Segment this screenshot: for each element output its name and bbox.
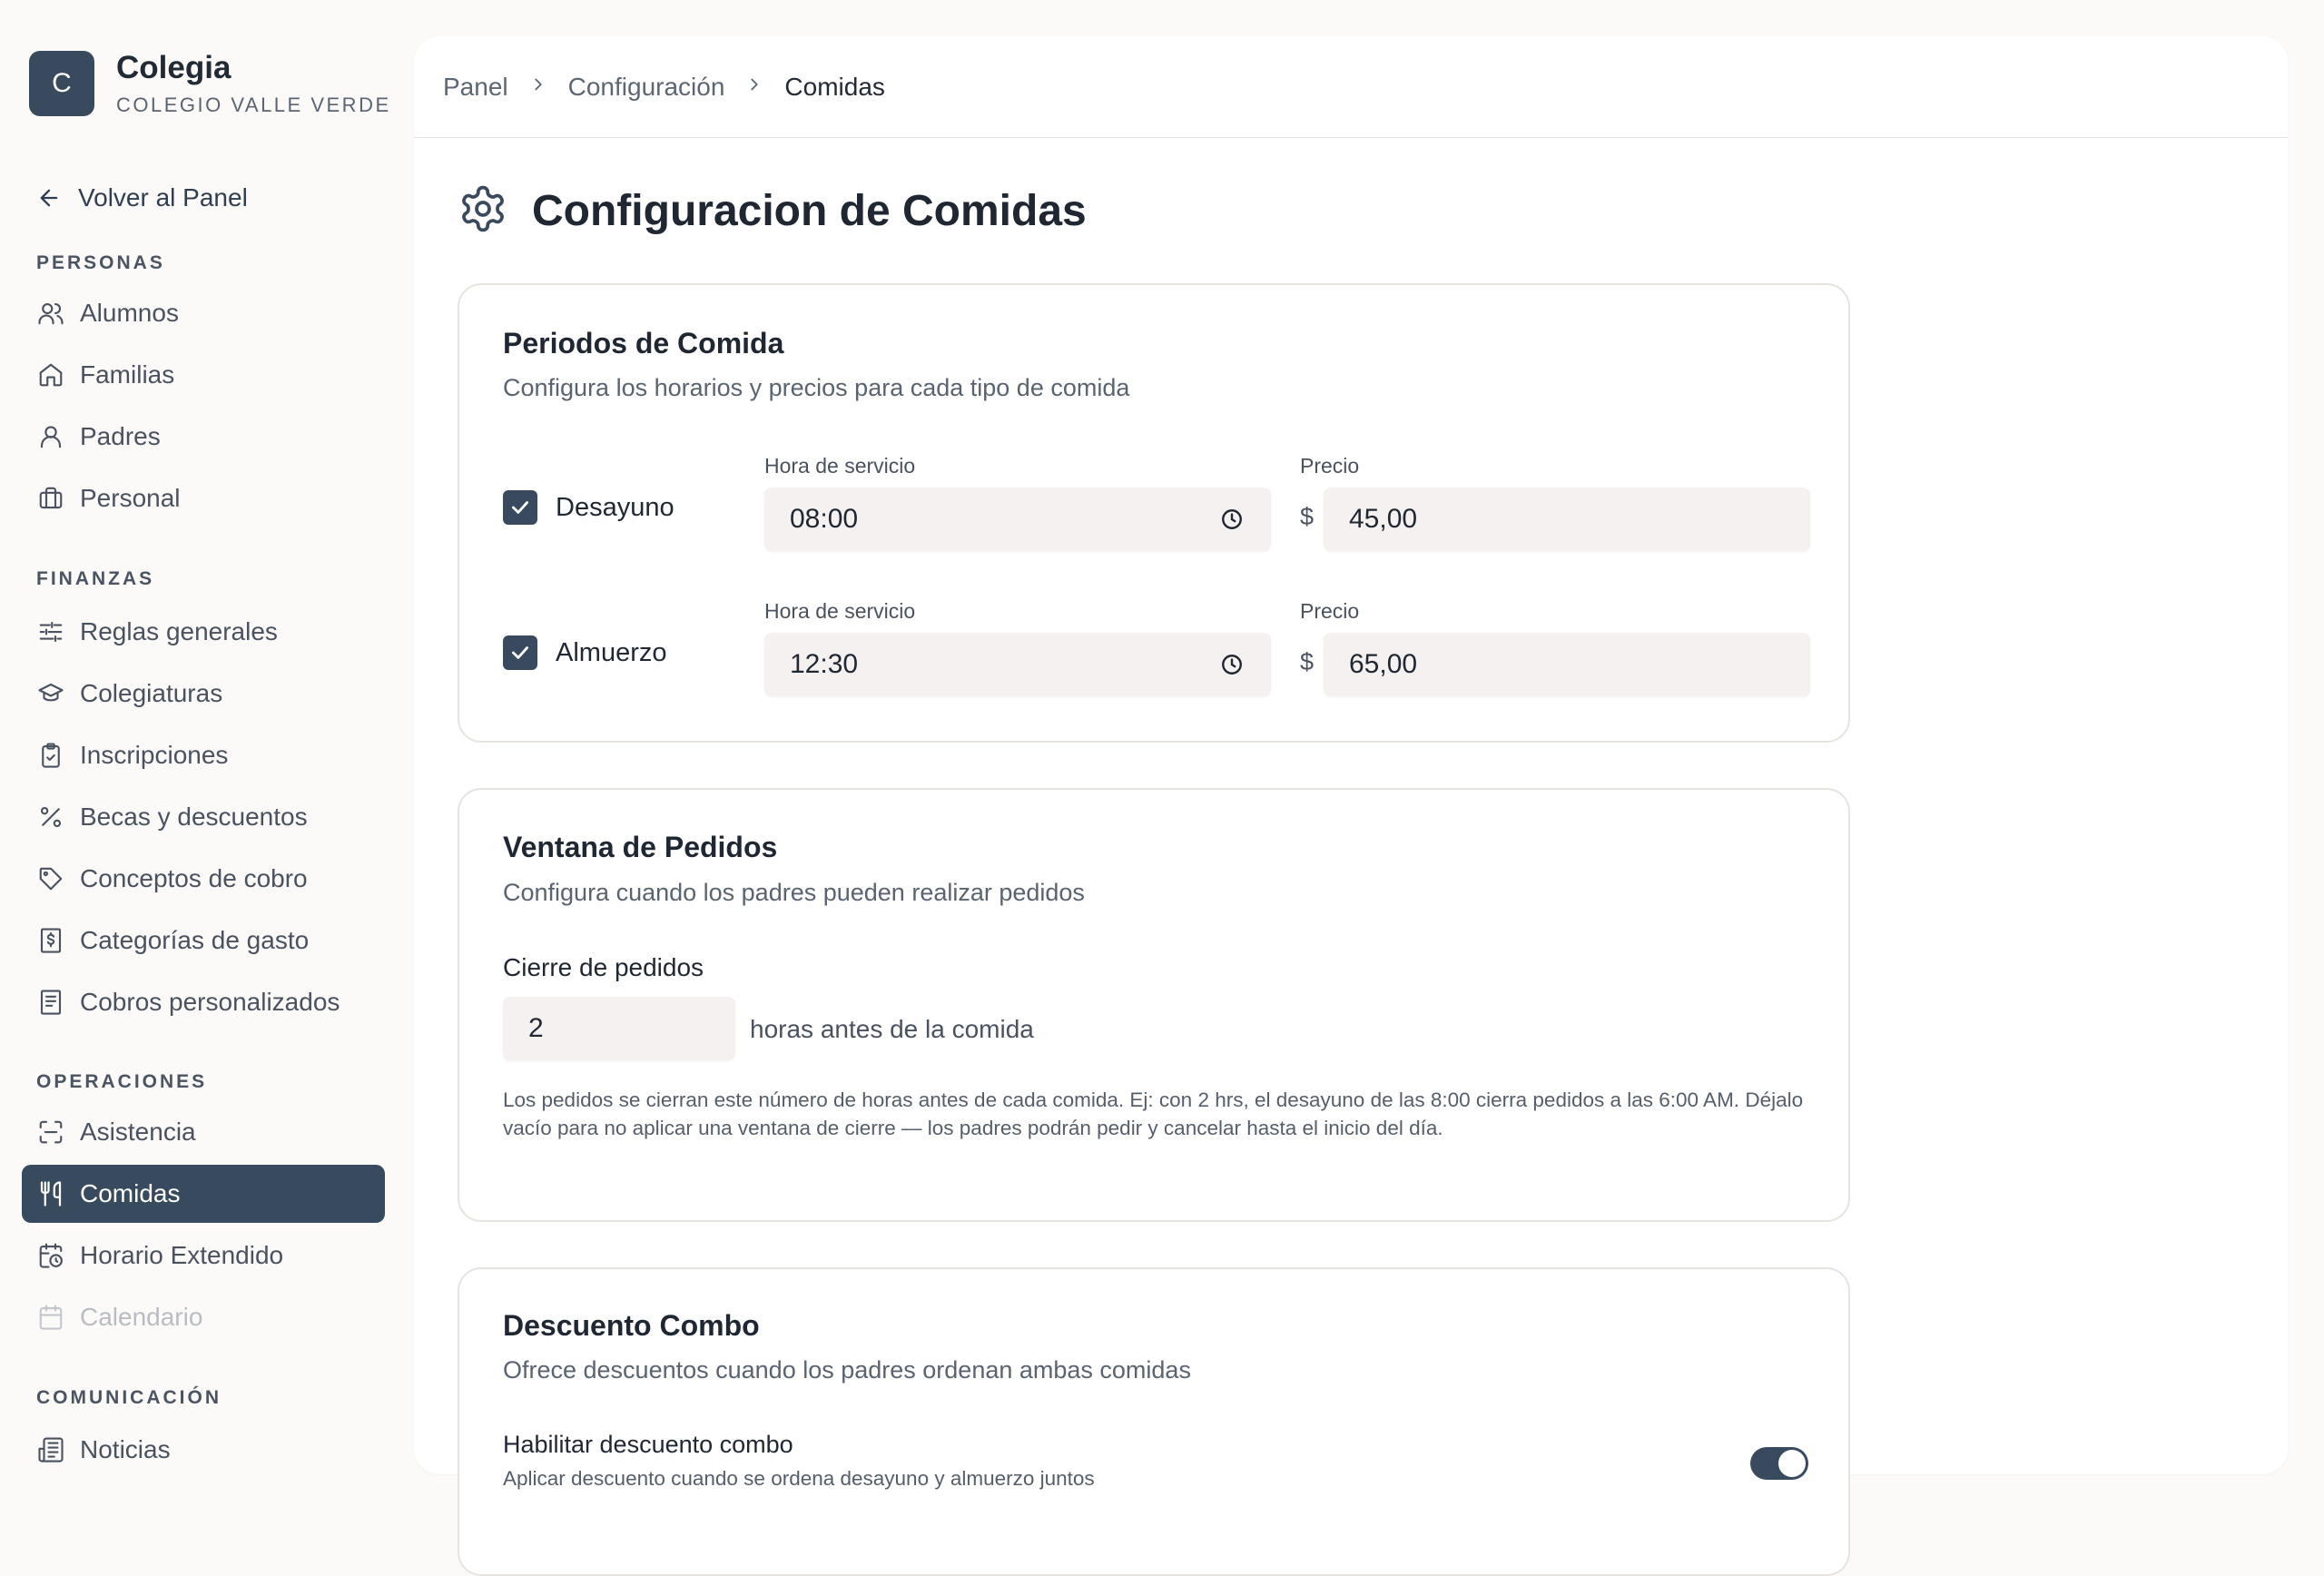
utensils-icon xyxy=(36,1179,65,1208)
card-title: Ventana de Pedidos xyxy=(503,831,778,863)
check-icon xyxy=(508,641,532,665)
school-name: COLEGIO VALLE VERDE xyxy=(116,94,391,116)
sidebar-item-label: Conceptos de cobro xyxy=(80,864,308,892)
meal-periods-card xyxy=(458,283,1850,743)
main-panel xyxy=(414,36,2288,1490)
meal-name: Almuerzo xyxy=(556,637,667,667)
sidebar-item-label: Calendario xyxy=(80,1303,203,1331)
section-title-comunicacion: COMUNICACIÓN xyxy=(36,1387,222,1408)
receipt-icon xyxy=(36,988,65,1017)
card-subtitle: Configura los horarios y precios para cada tipo de comida xyxy=(503,374,1130,401)
sidebar-item-noticias[interactable] xyxy=(22,1421,385,1479)
percent-icon xyxy=(36,803,65,832)
sidebar-item-horario-extendido[interactable] xyxy=(22,1226,385,1285)
check-icon xyxy=(508,496,532,519)
order-window-card xyxy=(458,788,1850,1222)
time-label: Hora de servicio xyxy=(764,454,916,478)
sidebar-item-alumnos[interactable] xyxy=(22,284,385,342)
checkbox[interactable] xyxy=(503,490,537,525)
section-title-operaciones: OPERACIONES xyxy=(36,1071,208,1092)
brand-name: Colegia xyxy=(116,50,231,85)
clock-icon[interactable] xyxy=(1220,507,1244,538)
sidebar-item-label: Noticias xyxy=(80,1435,171,1463)
sidebar-item-label: Colegiaturas xyxy=(80,679,223,707)
sidebar-item-categorias-de-gasto[interactable] xyxy=(22,911,385,970)
sidebar-item-becas-y-descuentos[interactable] xyxy=(22,788,385,846)
sidebar-item-label: Becas y descuentos xyxy=(80,803,308,831)
brand-text xyxy=(116,50,391,117)
sidebar-item-label: Personal xyxy=(80,484,181,512)
sidebar-item-label: Cobros personalizados xyxy=(80,988,340,1016)
time-value: 12:30 xyxy=(790,649,859,679)
time-input-desayuno[interactable] xyxy=(764,488,1271,551)
sidebar-item-inscripciones[interactable] xyxy=(22,726,385,784)
combo-discount-card xyxy=(458,1267,1850,1576)
users-icon xyxy=(36,299,65,328)
close-orders-label: Cierre de pedidos xyxy=(503,953,704,981)
card-title: Periodos de Comida xyxy=(503,327,784,360)
time-value: 08:00 xyxy=(790,504,859,534)
receipt-dollar-icon xyxy=(36,926,65,955)
brand[interactable] xyxy=(29,50,391,117)
price-input-almuerzo[interactable] xyxy=(1324,633,1810,696)
scan-icon xyxy=(36,1118,65,1147)
chevron-right-icon xyxy=(744,73,764,101)
card-subtitle: Configura cuando los padres pueden realizar pedidos xyxy=(503,879,1085,906)
close-hours-input[interactable] xyxy=(503,997,735,1060)
breadcrumb-item-panel[interactable]: Panel xyxy=(443,72,508,101)
price-value: 45,00 xyxy=(1349,504,1418,534)
graduation-cap-icon xyxy=(36,679,65,708)
price-input-desayuno[interactable] xyxy=(1324,488,1810,551)
sidebar-item-personal[interactable] xyxy=(22,469,385,527)
time-label: Hora de servicio xyxy=(764,599,916,623)
checkbox[interactable] xyxy=(503,635,537,670)
breadcrumb xyxy=(414,36,2288,138)
sidebar-item-cobros-personalizados[interactable] xyxy=(22,973,385,1031)
price-label: Precio xyxy=(1300,599,1360,623)
brand-logo: C xyxy=(29,51,94,116)
chevron-right-icon xyxy=(528,73,548,101)
sidebar-item-label: Padres xyxy=(80,422,161,450)
sidebar-item-comidas[interactable] xyxy=(22,1165,385,1223)
price-value: 65,00 xyxy=(1349,649,1418,679)
breadcrumb-item-configuracion[interactable]: Configuración xyxy=(567,72,725,101)
sidebar-item-conceptos-de-cobro[interactable] xyxy=(22,850,385,908)
sidebar-item-label: Asistencia xyxy=(80,1118,196,1146)
clipboard-check-icon xyxy=(36,741,65,770)
sidebar-item-label: Inscripciones xyxy=(80,741,229,769)
calendar-icon xyxy=(36,1303,65,1332)
section-title-finanzas: FINANZAS xyxy=(36,568,155,589)
back-link-label: Volver al Panel xyxy=(78,183,248,212)
sidebar-item-label: Horario Extendido xyxy=(80,1241,284,1269)
time-input-almuerzo[interactable] xyxy=(764,633,1271,696)
sidebar-item-calendario xyxy=(22,1288,385,1346)
sidebar-item-label: Reglas generales xyxy=(80,617,278,645)
toggle-knob xyxy=(1778,1450,1806,1477)
meal-row-almuerzo xyxy=(503,599,1810,708)
sliders-icon xyxy=(36,617,65,646)
meal-checkbox-almuerzo[interactable] xyxy=(503,635,667,670)
sidebar-item-reglas-generales[interactable] xyxy=(22,603,385,661)
sidebar-item-familias[interactable] xyxy=(22,346,385,404)
card-subtitle: Ofrece descuentos cuando los padres ordenan ambas comidas xyxy=(503,1356,1191,1384)
close-hours-value: 2 xyxy=(528,1013,544,1043)
sidebar-item-label: Comidas xyxy=(80,1179,181,1207)
sidebar xyxy=(0,0,399,1511)
meal-name: Desayuno xyxy=(556,492,675,522)
combo-discount-toggle[interactable] xyxy=(1750,1447,1808,1480)
sidebar-item-label: Alumnos xyxy=(80,299,179,327)
meal-row-desayuno xyxy=(503,454,1810,563)
price-label: Precio xyxy=(1300,454,1360,478)
close-orders-help: Los pedidos se cierran este número de horas antes de cada comida. Ej: con 2 hrs, el desayuno de las 8:00 cierra pedidos a las 6:00 AM. Déjalo vacío para no aplicar una ventana de cierre — los padres podrán pedir y cancelar hasta el inicio del día. xyxy=(503,1088,1804,1139)
page-header xyxy=(458,183,1087,239)
sidebar-item-colegiaturas[interactable] xyxy=(22,665,385,723)
clock-icon[interactable] xyxy=(1220,653,1244,684)
meal-checkbox-desayuno[interactable] xyxy=(503,490,675,525)
breadcrumb-item-comidas: Comidas xyxy=(784,72,885,101)
arrow-left-icon xyxy=(36,185,62,211)
sidebar-item-asistencia[interactable] xyxy=(22,1103,385,1161)
back-to-panel-link[interactable] xyxy=(36,180,248,216)
sidebar-item-label: Familias xyxy=(80,360,175,389)
gear-icon xyxy=(458,183,508,239)
combo-toggle-label: Habilitar descuento combo xyxy=(503,1431,793,1458)
close-hours-suffix: horas antes de la comida xyxy=(750,1015,1034,1043)
page-title: Configuracion de Comidas xyxy=(532,187,1087,235)
user-icon xyxy=(36,422,65,451)
combo-toggle-help: Aplicar descuento cuando se ordena desayuno y almuerzo juntos xyxy=(503,1467,1095,1490)
newspaper-icon xyxy=(36,1435,65,1464)
home-icon xyxy=(36,360,65,389)
currency-symbol: $ xyxy=(1300,503,1315,530)
section-title-personas: PERSONAS xyxy=(36,252,165,273)
sidebar-item-label: Categorías de gasto xyxy=(80,926,310,954)
tag-icon xyxy=(36,864,65,893)
calendar-clock-icon xyxy=(36,1241,65,1270)
card-title: Descuento Combo xyxy=(503,1309,760,1342)
sidebar-item-padres[interactable] xyxy=(22,408,385,466)
briefcase-icon xyxy=(36,484,65,513)
currency-symbol: $ xyxy=(1300,648,1315,675)
